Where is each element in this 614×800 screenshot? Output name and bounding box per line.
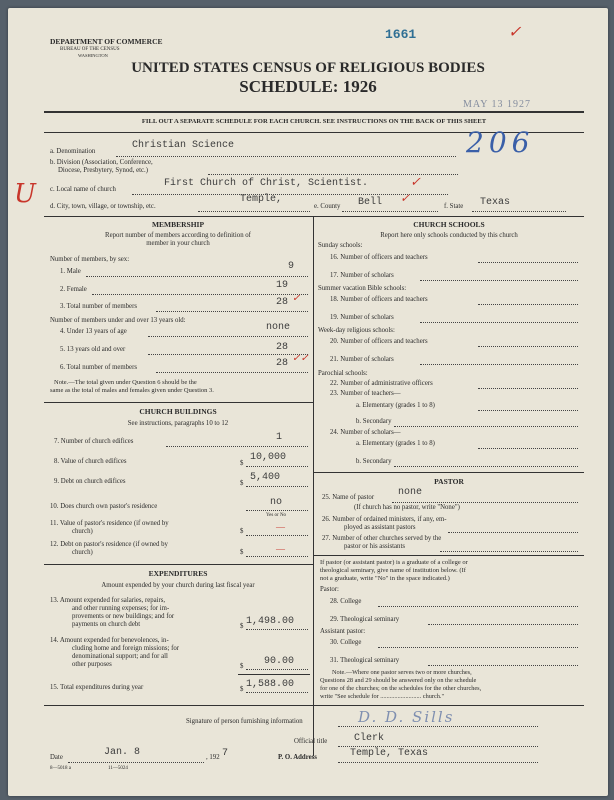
q8-dollar: $ [240,460,244,467]
local-name-value: First Church of Christ, Scientist. [164,178,369,189]
q5-label: 5. 13 years old and over [60,346,126,353]
year-digit: 7 [222,748,229,759]
q26-label-2: ployed as assistant pastors [344,524,416,531]
q20-label: 20. Number of officers and teachers [330,338,428,345]
q24-label: 24. Number of scholars— [330,429,401,436]
expenditures-sub: Amount expended by your church during last fiscal year [101,582,255,589]
q22-label: 22. Number of administrative officers [330,380,433,387]
pastor-note-1: Note.—Where one pastor serves two or more churches, [332,669,472,676]
local-name-label: c. Local name of church [50,186,116,193]
q1-label: 1. Male [60,268,81,275]
q23a-label: a. Elementary (grades 1 to 8) [356,402,435,409]
pastor-note-2: Questions 28 and 29 should be answered only on the schedule [320,677,477,684]
q3-value: 28 [276,297,289,308]
q14-label-4: other purposes [72,661,112,668]
q8-label: 8. Value of church edifices [54,458,127,465]
membership-note-1: Note.—The total given under Question 6 should be the [54,379,197,386]
received-date-stamp: MAY 13 1927 [463,99,532,110]
q15-value: 1,588.00 [246,679,295,690]
handwritten-number: 206 [466,126,535,159]
q24b-label: b. Secondary [356,458,392,465]
official-title-value: Clerk [354,733,385,744]
q7-value: 1 [276,432,283,443]
separate-schedule-instruction: FILL OUT A SEPARATE SCHEDULE FOR EACH CHURCH. SEE INSTRUCTIONS ON THE BACK OF THIS SHEET [141,118,487,125]
denomination-value: Christian Science [132,140,235,151]
q13-label-3: provements or new buildings; and for [72,613,175,620]
county-value: Bell [358,197,383,208]
date-label: Date [50,754,63,761]
parochial-schools-label: Parochial schools: [318,370,368,377]
graduate-note-2: theological seminary, give name of institution below. (If [320,567,466,574]
expenditures-heading: EXPENDITURES [148,569,208,578]
q14-label-3: denominational support; and for all [72,653,168,660]
summer-schools-label: Summer vacation Bible schools: [318,285,407,292]
denomination-label: a. Denomination [50,148,96,155]
q10-value: no [270,497,283,508]
q11-label-2: church) [72,528,93,535]
pastor-note-4: write "See schedule for .......................... church." [320,693,445,700]
q11-label-1: 11. Value of pastor's residence (if owned by [50,520,169,527]
q15-dollar: $ [240,686,244,693]
membership-note-2: same as the total of males and females given under Question 3. [50,387,214,394]
q30-label: 30. College [330,639,362,646]
q12-label-2: church) [72,549,93,556]
q9-label: 9. Debt on church edifices [54,478,126,485]
red-check-mark-icon: ✓ [508,22,522,41]
q24a-label: a. Elementary (grades 1 to 8) [356,440,435,447]
q21-label: 21. Number of scholars [330,356,394,363]
q17-label: 17. Number of scholars [330,272,394,279]
division-label-2: Diocese, Presbytery, Synod, etc.) [58,167,148,174]
q18-label: 18. Number of officers and teachers [330,296,428,303]
q14-dollar: $ [240,663,244,670]
q14-value: 90.00 [264,656,295,667]
q16-label: 16. Number of officers and teachers [330,254,428,261]
q12-dollar: $ [240,549,244,556]
membership-sub-1: Report number of members according to definition of [105,232,251,239]
q8-value: 10,000 [250,452,287,463]
bureau-label: BUREAU OF THE CENSUS [60,47,120,52]
yes-no-hint: Yes or No [266,513,287,518]
q25-value: none [398,487,423,498]
q2-value: 19 [276,280,289,291]
q26-label-1: 26. Number of ordained ministers, if any, em- [322,516,447,523]
county-label: e. County [314,203,341,210]
state-value: Texas [480,197,511,208]
city-town-label: d. City, town, village, or township, etc. [50,203,156,210]
q13-dollar: $ [240,623,244,630]
city-value: Temple, [240,194,283,205]
q19-label: 19. Number of scholars [330,314,394,321]
q23-label: 23. Number of teachers— [330,390,401,397]
q4-value: none [266,322,291,333]
signature-value: D. D. Sills [358,708,455,726]
q9-dollar: $ [240,480,244,487]
red-check-icon: ✓ [400,191,411,205]
q13-value: 1,498.00 [246,616,295,627]
pastor-note-3: for one of the churches; on the schedules for the other churches, [320,685,482,692]
membership-heading: MEMBERSHIP [151,220,205,229]
signature-label: Signature of person furnishing information [186,718,303,725]
q15-label: 15. Total expenditures during year [50,684,144,691]
q28-label: 28. College [330,598,362,605]
q25-note: (If church has no pastor, write "None") [354,504,460,511]
q11-dollar: $ [240,528,244,535]
red-check-icon: ✓ [292,293,301,304]
pastor-heading: PASTOR [434,477,464,486]
assistant-pastor-subheading: Assistant pastor: [320,628,366,635]
q6-label: 6. Total number of members [60,364,137,371]
form-number: 8—5018 a [50,766,71,771]
q23b-label: b. Secondary [356,418,392,425]
schedule-title: SCHEDULE: 1926 [239,77,377,96]
q14-label-2: cluding home and foreign missions; for [72,645,180,652]
q5-value: 28 [276,342,289,353]
q7-label: 7. Number of church edifices [54,438,134,445]
form-title: UNITED STATES CENSUS OF RELIGIOUS BODIES [131,60,485,76]
graduate-note-1: If pastor (or assistant pastor) is a graduate of a college or [320,559,468,566]
division-label-1: b. Division (Association, Conference, [50,159,153,166]
graduate-note-3: not a graduate, write "No" in the space indicated.) [320,575,450,582]
q29-label: 29. Theological seminary [330,616,400,623]
q14-label-1: 14. Amount expended for benevolences, in- [50,637,169,644]
q12-label-1: 12. Debt on pastor's residence (if owned by [50,541,168,548]
membership-sub-2: member in your church [146,240,210,247]
date-value: Jan. 8 [104,747,141,758]
red-u-mark: U [14,179,36,209]
buildings-sub: See instructions, paragraphs 10 to 12 [127,420,229,427]
q25-label: 25. Name of pastor [322,494,375,501]
schools-heading: CHURCH SCHOOLS [413,220,485,229]
weekday-schools-label: Week-day religious schools: [318,327,395,334]
state-label: f. State [444,203,464,210]
q9-value: 5,400 [250,472,281,483]
po-address-value: Temple, Texas [350,748,429,759]
red-check-icon: ✓✓ [292,353,309,364]
q4-label: 4. Under 13 years of age [60,328,127,335]
census-schedule-sheet [8,8,608,796]
q10-label: 10. Does church own pastor's residence [50,503,158,510]
q2-label: 2. Female [60,286,87,293]
members-by-sex-label: Number of members, by sex: [50,256,130,263]
q13-label-4: payments on church debt [72,621,141,628]
sunday-schools-label: Sunday schools: [318,242,363,249]
po-address-label: P. O. Address [278,754,317,761]
year-prefix: , 192 [206,754,220,761]
q31-label: 31. Theological seminary [330,657,400,664]
q27-label-2: pastor or his assistants [344,543,405,550]
q13-label-1: 13. Amount expended for salaries, repairs, [50,597,166,604]
serial-number: 1661 [385,27,417,42]
red-check-icon: ✓ [410,175,421,190]
department-label: DEPARTMENT OF COMMERCE [50,37,163,46]
city-label: WASHINGTON [78,53,108,58]
q11-dash: — [276,522,285,532]
age-label: Number of members under and over 13 years old: [50,317,186,324]
q1-value: 9 [288,261,295,272]
buildings-heading: CHURCH BUILDINGS [139,407,217,416]
q13-label-2: and other running expenses; for im- [72,605,170,612]
print-number: 11—5024 [108,766,128,771]
pastor-subheading: Pastor: [320,586,339,593]
q3-label: 3. Total number of members [60,303,137,310]
official-title-label: Official title [294,738,328,745]
q27-label-1: 27. Number of other churches served by the [322,535,442,542]
schools-sub: Report here only schools conducted by this church [380,232,518,239]
q12-dash: — [276,544,285,554]
q6-value: 28 [276,358,289,369]
